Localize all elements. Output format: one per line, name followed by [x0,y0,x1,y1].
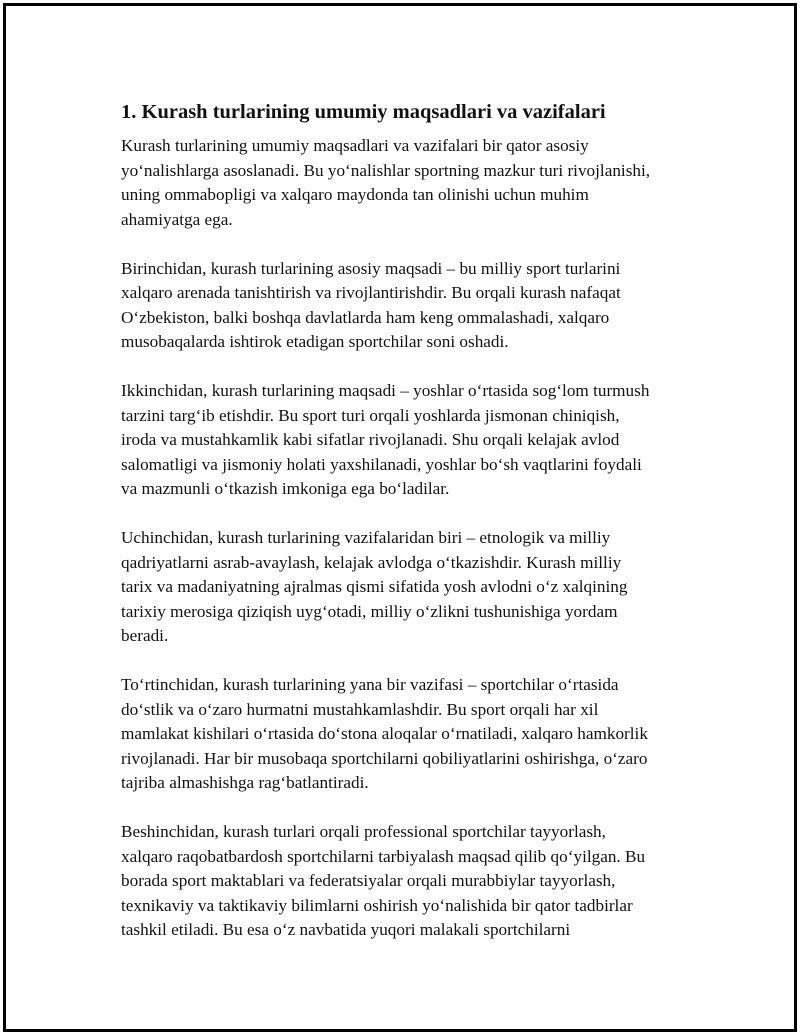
text-line: Beshinchidan, kurash turlari orqali professional sportchilar tayyorlash, [121,822,606,841]
text-line: rivojlanadi. Har bir musobaqa sportchilarni qobiliyatlarini oshirishga, o‘zaro [121,748,648,768]
text-line: musobaqalarda ishtirok etadigan sportchilar soni oshadi. [121,332,509,351]
text-line: iroda va mustahkamlik kabi sifatlar rivojlanadi. Shu orqali kelajak avlod [121,430,620,449]
page-frame [3,3,797,1032]
text-line: borada sport maktablari va federatsiyalar orqali murabbiylar tayyorlash, [121,871,616,890]
text-line: texnikaviy va taktikaviy bilimlarni oshirish yo‘nalishida bir qator tadbirlar [121,895,633,915]
text-line: O‘zbekiston, balki boshqa davlatlarda ham keng ommalashadi, xalqaro [121,307,610,327]
text-line: xalqaro arenada tanishtirish va rivojlantirishdir. Bu orqali kurash nafaqat [121,283,621,302]
paragraph-intro [121,134,721,232]
text-line: do‘stlik va o‘zaro hurmatni mustahkamlashdir. Bu sport orqali har xil [121,699,599,719]
text-line: tajriba almashishga rag‘batlantiradi. [121,773,369,792]
text-line: uning ommabopligi va xalqaro maydonda tan olinishi uchun muhim [121,185,589,204]
text-line: tarzini targ‘ib etishdir. Bu sport turi orqali yoshlarda jismonan chiniqish, [121,405,620,425]
text-line: ahamiyatga ega. [121,209,233,229]
text-line: tarixiy merosiga qiziqish uyg‘otadi, milliy o‘zlikni tushunishiga yordam [121,601,618,621]
text-line: Uchinchidan, kurash turlarining vazifalaridan biri – etnologik va milliy [121,528,611,547]
paragraph-second [121,379,721,502]
text-line: Birinchidan, kurash turlarining asosiy maqsadi – bu milliy sport turlarini [121,258,621,278]
text-line: qadriyatlarni asrab-avaylash, kelajak avlodga o‘tkazishdir. Kurash milliy [121,552,622,572]
text-line: va mazmunli o‘tkazish imkoniga ega bo‘ladilar. [121,479,450,498]
text-line: Kurash turlarining umumiy maqsadlari va vazifalari bir qator asosiy [121,136,589,155]
section-heading: 1. Kurash turlarining umumiy maqsadlari va vazifalari [121,101,606,123]
paragraph-first [121,257,721,355]
paragraph-third [121,526,721,649]
text-line: beradi. [121,626,169,645]
document-body [121,94,721,967]
text-line: To‘rtinchidan, kurash turlarining yana bir vazifasi – sportchilar o‘rtasida [121,675,619,694]
text-line: salomatligi va jismoniy holati yaxshilanadi, yoshlar bo‘sh vaqtlarini foydali [121,454,642,474]
text-line: Ikkinchidan, kurash turlarining maqsadi – yoshlar o‘rtasida sog‘lom turmush [121,381,650,400]
paragraph-fourth [121,673,721,796]
paragraph-fifth [121,820,721,943]
text-line: mamlakat kishilari o‘rtasida do‘stona aloqalar o‘rnatiladi, xalqaro hamkorlik [121,724,648,743]
text-line: xalqaro raqobatbardosh sportchilarni tarbiyalash maqsad qilib qo‘yilgan. Bu [121,846,646,866]
text-line: tarix va madaniyatning ajralmas qismi sifatida yosh avlodni o‘z xalqining [121,577,628,596]
text-line: tashkil etiladi. Bu esa o‘z navbatida yuqori malakali sportchilarni [121,920,571,939]
text-line: yo‘nalishlarga asoslanadi. Bu yo‘nalishlar sportning mazkur turi rivojlanishi, [121,160,651,180]
